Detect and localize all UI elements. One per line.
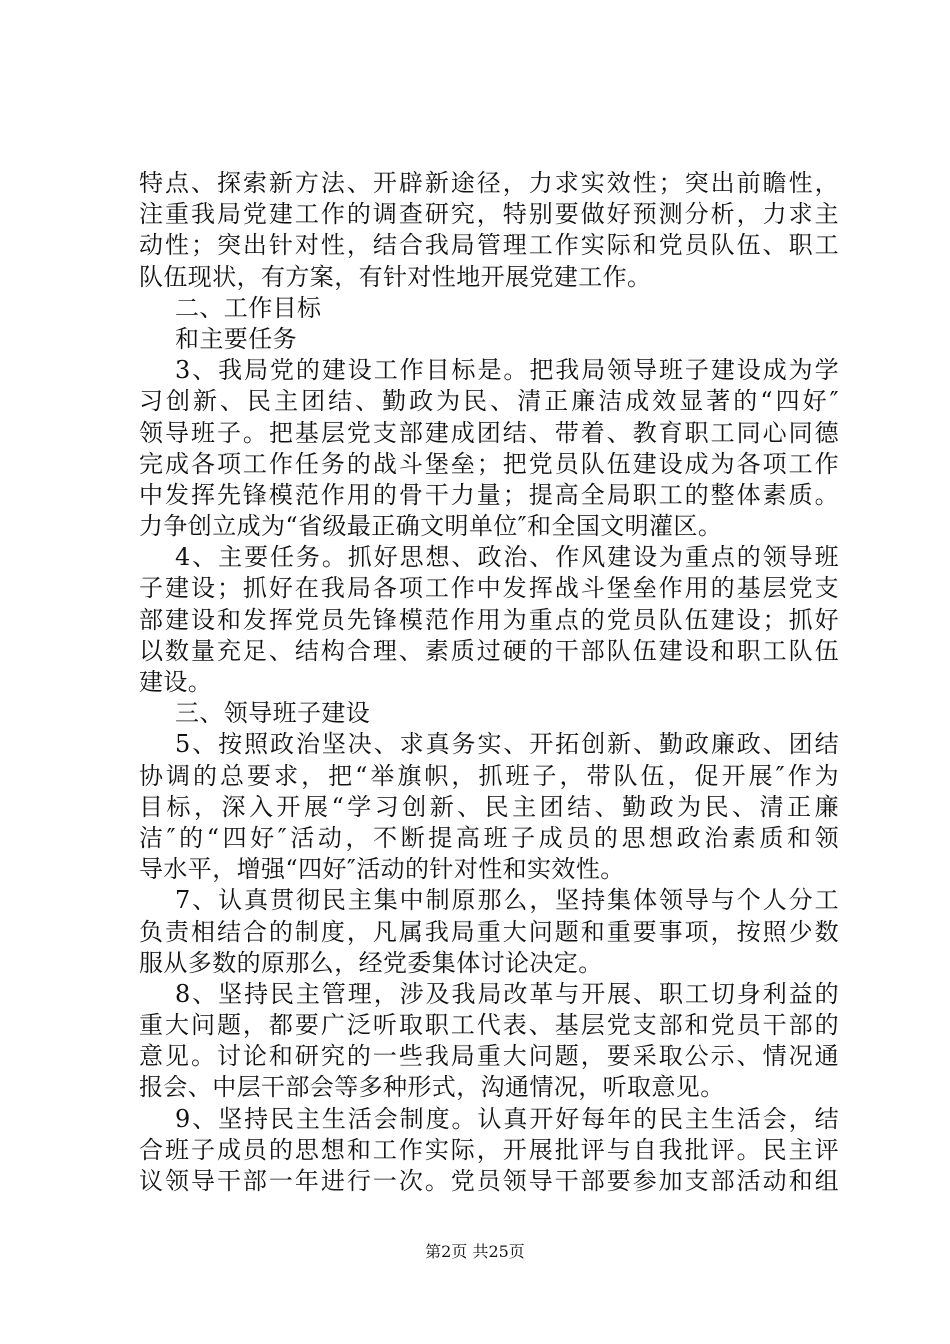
text-line: 重大问题，都要广泛听取职工代表、基层党支部和党员干部的 — [139, 1011, 839, 1040]
text-line: 以数量充足、结构合理、素质过硬的干部队伍建设和职工队伍 — [139, 636, 839, 665]
text-line: 协调的总要求，把“举旗帜，抓班子，带队伍，促开展″作为 — [139, 761, 839, 790]
page-footer: 第2页 共25页 — [425, 1242, 525, 1261]
text-line: 部建设和发挥党员先锋模范作用为重点的党员队伍建设；抓好 — [139, 605, 839, 634]
text-line: 队伍现状，有方案，有针对性地开展党建工作。 — [139, 262, 652, 291]
text-line: 二、工作目标 — [175, 293, 322, 322]
text-line: 建设。 — [139, 668, 213, 696]
text-line: 领导班子。把基层党支部建成团结、带着、教育职工同心同德 — [139, 418, 839, 447]
text-line: 意见。讨论和研究的一些我局重大问题，要采取公示、情况通 — [139, 1042, 839, 1071]
text-line: 议领导干部一年进行一次。党员领导干部要参加支部活动和组 — [139, 1167, 839, 1195]
text-line: 力争创立成为“省级最正确文明单位″和全国文明灌区。 — [139, 512, 723, 541]
document-body — [139, 168, 839, 1197]
text-line: 7、认真贯彻民主集中制原那么，坚持集体领导与个人分工 — [175, 886, 839, 915]
text-line: 习创新、民主团结、勤政为民、清正廉洁成效显著的“四好″ — [139, 387, 839, 416]
text-line: 动性；突出针对性，结合我局管理工作实际和党员队伍、职工 — [139, 231, 839, 260]
text-line: 8、坚持民主管理，涉及我局改革与开展、职工切身利益的 — [175, 979, 839, 1008]
text-line: 洁″的“四好″活动，不断提高班子成员的思想政治素质和领 — [139, 823, 839, 852]
text-line: 4、主要任务。抓好思想、政治、作风建设为重点的领导班 — [175, 543, 839, 572]
text-line: 和主要任务 — [175, 324, 297, 353]
text-line: 注重我局党建工作的调查研究，特别要做好预测分析，力求主 — [139, 200, 839, 229]
text-line: 3、我局党的建设工作目标是。把我局领导班子建设成为学 — [175, 356, 839, 385]
text-line: 导水平，增强“四好″活动的针对性和实效性。 — [139, 855, 625, 884]
text-line: 9、坚持民主生活会制度。认真开好每年的民主生活会，结 — [175, 1104, 839, 1133]
text-line: 子建设；抓好在我局各项工作中发挥战斗堡垒作用的基层党支 — [139, 574, 839, 603]
text-line: 特点、探索新方法、开辟新途径，力求实效性；突出前瞻性， — [139, 169, 839, 197]
text-line: 报会、中层干部会等多种形式，沟通情况，听取意见。 — [139, 1073, 725, 1102]
text-line: 5、按照政治坚决、求真务实、开拓创新、勤政廉政、团结 — [175, 730, 839, 759]
text-line: 负责相结合的制度，凡属我局重大问题和重要事项，按照少数 — [139, 917, 839, 946]
text-line: 完成各项工作任务的战斗堡垒；把党员队伍建设成为各项工作 — [139, 449, 839, 478]
text-line: 服从多数的原那么，经党委集体讨论决定。 — [139, 948, 603, 977]
text-line: 目标，深入开展“学习创新、民主团结、勤政为民、清正廉 — [139, 792, 839, 821]
text-line: 三、领导班子建设 — [175, 699, 371, 728]
text-line: 合班子成员的思想和工作实际，开展批评与自我批评。民主评 — [139, 1135, 839, 1164]
text-line: 中发挥先锋模范作用的骨干力量；提高全局职工的整体素质。 — [139, 480, 839, 509]
